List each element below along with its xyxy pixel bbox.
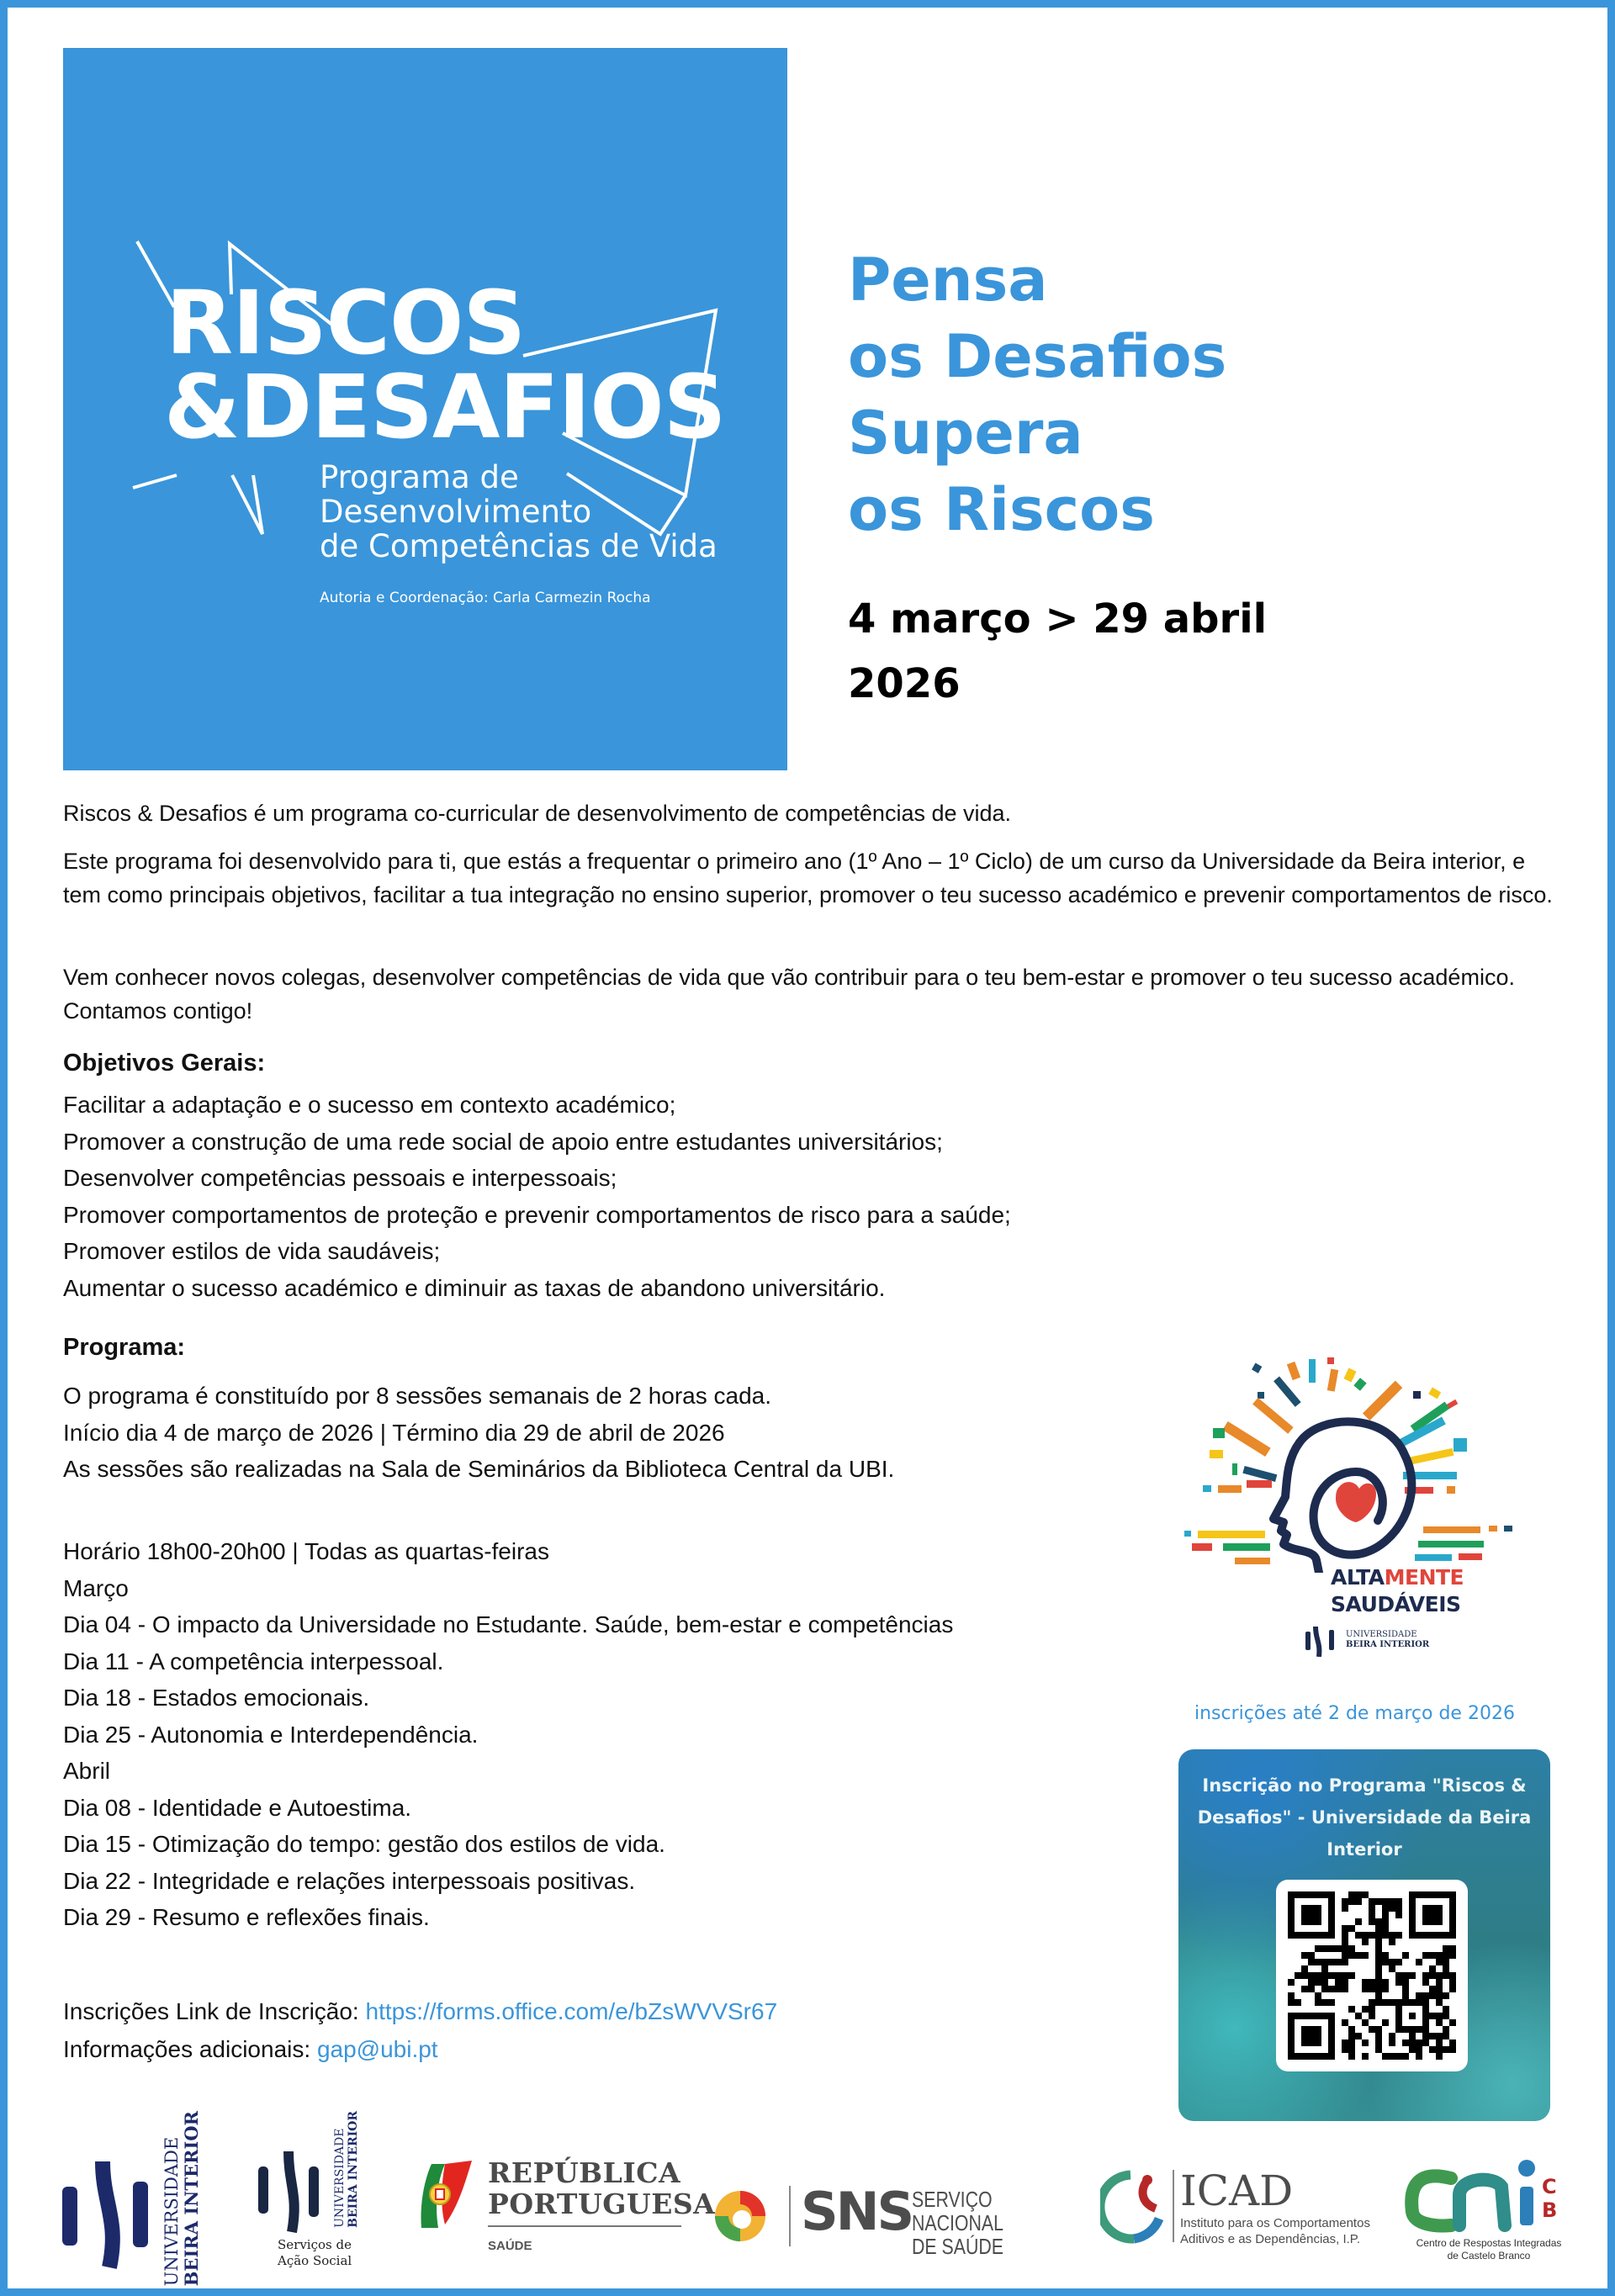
registration-deadline: inscrições até 2 de março de 2026: [1194, 1703, 1515, 1724]
qr-module: [1355, 1918, 1362, 1925]
qr-module: [1295, 1972, 1301, 1979]
qr-module: [1422, 1992, 1429, 1999]
logo-ubi-servicos-acao-social: [252, 2111, 387, 2279]
qr-module: [1328, 1945, 1335, 1952]
hero-author: Autoria e Coordenação: Carla Carmezin Rocha: [320, 590, 651, 606]
qr-module: [1315, 1979, 1321, 1986]
qr-module: [1443, 1965, 1449, 1972]
slogan-line: Pensa: [848, 246, 1048, 315]
session-item: Dia 29 - Resumo e reflexões finais.: [63, 1904, 430, 1930]
altamente-saudaveis-logo: [1169, 1354, 1522, 1674]
qr-module: [1449, 1986, 1456, 1992]
qr-module: [1355, 1898, 1362, 1905]
qr-module: [1369, 2006, 1375, 2013]
qr-module: [1321, 1959, 1328, 1965]
qr-module: [1301, 2026, 1321, 2046]
qr-module: [1382, 1932, 1389, 1939]
qr-module: [1449, 1952, 1456, 1959]
qr-module: [1342, 1986, 1348, 1992]
dates-year: 2026: [848, 660, 961, 707]
qr-module: [1375, 2033, 1382, 2039]
qr-module: [1422, 1979, 1429, 1986]
qr-module: [1342, 1959, 1348, 1965]
qr-module: [1422, 2033, 1429, 2039]
qr-module: [1443, 1952, 1449, 1959]
qr-module: [1443, 2033, 1449, 2039]
qr-module: [1409, 2013, 1416, 2019]
qr-module: [1395, 1932, 1402, 1939]
qr-module: [1355, 2013, 1362, 2019]
qr-module: [1395, 1905, 1402, 1912]
objectives-heading: Objetivos Gerais:: [63, 1050, 266, 1077]
session-item: Dia 08 - Identidade e Autoestima.: [63, 1794, 412, 1821]
icad-fullname: Instituto para os Comportamentos Aditivos e as Dependências, I.P.: [1180, 2216, 1370, 2246]
ubi-sas-wordmark: UNIVERSIDADE BEIRA INTERIOR: [333, 2111, 360, 2228]
qr-module: [1416, 2046, 1422, 2053]
program-info-line: Início dia 4 de março de 2026 | Término dia 29 de abril de 2026: [63, 1419, 725, 1446]
qr-module: [1295, 1999, 1301, 2006]
qr-module: [1429, 1972, 1436, 1979]
icad-abbr: ICAD: [1180, 2166, 1294, 2215]
dates-range: 4 março > 29 abril: [848, 595, 1268, 643]
qr-module: [1422, 1905, 1443, 1925]
qr-module: [1355, 1952, 1362, 1959]
qr-module: [1422, 1952, 1429, 1959]
qr-module: [1375, 1898, 1382, 1905]
qr-module: [1315, 1945, 1321, 1952]
logo-cri-castelo-branco: [1401, 2153, 1577, 2271]
qr-module: [1335, 1959, 1342, 1965]
qr-module: [1348, 2006, 1355, 2013]
qr-module: [1382, 1986, 1389, 1992]
slogan-line: os Desafios: [848, 322, 1227, 391]
registration-row: [63, 1992, 777, 2030]
objective-item: Facilitar a adaptação e o sucesso em contexto académico;: [63, 1092, 676, 1118]
logo-sns: [707, 2181, 1085, 2259]
qr-module: [1315, 1972, 1321, 1979]
portugal-flag-emblem-icon: [416, 2157, 475, 2233]
qr-module: [1389, 1932, 1395, 1939]
qr-module: [1429, 2033, 1436, 2039]
qr-module: [1342, 1945, 1348, 1952]
qr-module: [1342, 1932, 1348, 1939]
qr-module: [1362, 1932, 1369, 1939]
qr-module: [1382, 1918, 1389, 1925]
qr-module: [1402, 1972, 1409, 1979]
qr-module: [1335, 1972, 1342, 1979]
qr-module: [1321, 1979, 1328, 1986]
qr-module: [1443, 1959, 1449, 1965]
word-alta: ALTA: [1331, 1565, 1385, 1590]
qr-module: [1348, 1972, 1355, 1979]
qr-module: [1449, 2046, 1456, 2053]
qr-module: [1389, 1999, 1395, 2006]
schedule-header: Horário 18h00-20h00 | Todas as quartas-feiras: [63, 1538, 549, 1564]
qr-module: [1402, 1992, 1409, 1999]
qr-module: [1369, 1999, 1375, 2006]
qr-module: [1382, 1959, 1389, 1965]
month-label: Março: [63, 1574, 129, 1601]
qr-module: [1362, 1891, 1369, 1898]
qr-module: [1436, 2053, 1443, 2060]
qr-module: [1328, 1986, 1335, 1992]
logo-icad: [1100, 2166, 1378, 2254]
hero-subtitle-line: Programa de: [320, 459, 519, 495]
hero-subtitle: [320, 460, 717, 563]
qr-module: [1288, 1999, 1295, 2006]
qr-module: [1402, 2039, 1409, 2046]
qr-module: [1382, 1912, 1389, 1918]
program-heading: Programa:: [63, 1334, 186, 1361]
qr-module: [1402, 1952, 1409, 1959]
qr-module: [1443, 1945, 1449, 1952]
qr-module: [1443, 1972, 1449, 1979]
qr-module: [1375, 1925, 1382, 1932]
cri-suffix: C B: [1542, 2175, 1558, 2222]
logo-ubi: [59, 2103, 227, 2287]
qr-module: [1362, 1939, 1369, 1945]
contact-links: [63, 1992, 777, 2068]
slogan-line: os Riscos: [848, 475, 1155, 544]
qr-module: [1375, 1918, 1382, 1925]
qr-module: [1436, 2039, 1443, 2046]
session-item: Dia 22 - Integridade e relações interpessoais positivas.: [63, 1867, 636, 1894]
qr-module: [1362, 2039, 1369, 2046]
qr-module: [1375, 2026, 1382, 2033]
session-item: Dia 25 - Autonomia e Interdependência.: [63, 1721, 479, 1748]
qr-module: [1429, 1986, 1436, 1992]
qr-module: [1389, 1965, 1395, 1972]
sns-fullname: SERVIÇO NACIONAL DE SAÚDE: [912, 2187, 1003, 2259]
qr-module: [1382, 2019, 1389, 2026]
qr-module: [1369, 1979, 1375, 1986]
qr-module: [1429, 1952, 1436, 1959]
qr-module: [1369, 1932, 1375, 1939]
qr-module: [1348, 2053, 1355, 2060]
hero-title-riscos: RISCOS: [166, 272, 526, 374]
hero-subtitle-line: Desenvolvimento: [320, 494, 592, 530]
qr-module: [1342, 1979, 1348, 1986]
qr-module: [1389, 1905, 1395, 1912]
qr-module: [1321, 1965, 1328, 1972]
objectives-list: [63, 1087, 1157, 1306]
cri-caption: Centro de Respostas Integradas de Castelo Branco: [1416, 2237, 1562, 2262]
qr-module: [1342, 1972, 1348, 1979]
session-item: Dia 15 - Otimização do tempo: gestão dos estilos de vida.: [63, 1831, 665, 1857]
qr-module: [1362, 2019, 1369, 2026]
qr-module: [1342, 2019, 1348, 2026]
program-info: [63, 1378, 1157, 1488]
qr-module: [1429, 2013, 1436, 2019]
qr-module: [1416, 1959, 1422, 1965]
qr-module: [1402, 1986, 1409, 1992]
ubi-mini-logo: [1304, 1623, 1429, 1657]
registration-label: Inscrições Link de Inscrição:: [63, 1998, 366, 2024]
divider: [1173, 2170, 1174, 2242]
qr-module: [1375, 1986, 1382, 1992]
ubi-sas-caption: Serviços de Ação Social: [278, 2237, 352, 2268]
qr-module: [1308, 1972, 1315, 1979]
qr-module: [1389, 2033, 1395, 2039]
qr-module: [1301, 1905, 1321, 1925]
head-heart-icon: [1169, 1354, 1522, 1573]
qr-module: [1369, 1905, 1375, 1912]
qr-module: [1321, 1972, 1328, 1979]
qr-module: [1449, 1945, 1456, 1952]
qr-module: [1362, 1986, 1369, 1992]
ubi-mini-line1: UNIVERSIDADE: [1346, 1630, 1417, 1639]
ubi-mark-icon: [257, 2151, 332, 2235]
qr-module: [1335, 1979, 1342, 1986]
divider: [789, 2186, 791, 2246]
qr-module: [1443, 2046, 1449, 2053]
hero-banner: [63, 48, 787, 770]
qr-module: [1443, 2013, 1449, 2019]
qr-module: [1369, 2026, 1375, 2033]
qr-module: [1301, 1965, 1308, 1972]
program-info-line: O programa é constituído por 8 sessões semanais de 2 horas cada.: [63, 1383, 772, 1409]
qr-module: [1342, 2046, 1348, 2053]
intro-paragraph: Vem conhecer novos colegas, desenvolver competências de vida que vão contribuir para o teu bem-estar e promover o teu sucesso académico. Contamos contigo!: [63, 965, 1515, 1024]
qr-module: [1449, 1979, 1456, 1986]
qr-module: [1422, 2039, 1429, 2046]
program-dates: [848, 587, 1267, 717]
qr-registration-card[interactable]: [1178, 1749, 1550, 2121]
qr-module: [1402, 1979, 1409, 1986]
icad-mark-icon: [1100, 2170, 1168, 2246]
sns-abbr: SNS: [801, 2181, 913, 2242]
info-label: Informações adicionais:: [63, 2036, 317, 2062]
qr-module: [1382, 1979, 1389, 1986]
qr-module: [1416, 1992, 1422, 1999]
qr-module: [1348, 2046, 1355, 2053]
hero-title-desafios: &DESAFIOS: [164, 356, 726, 458]
qr-module: [1369, 1918, 1375, 1925]
divider: [488, 2225, 681, 2227]
ubi-wordmark: UNIVERSIDADE BEIRA INTERIOR: [162, 2111, 202, 2287]
qr-module: [1369, 1986, 1375, 1992]
month-label: Abril: [63, 1758, 111, 1784]
qr-module: [1348, 2026, 1355, 2033]
objective-item: Promover estilos de vida saudáveis;: [63, 1238, 441, 1264]
republica-sub: SAÚDE: [488, 2239, 532, 2253]
logo-republica-portuguesa: [412, 2153, 716, 2262]
qr-module: [1315, 1959, 1321, 1965]
qr-module: [1402, 2053, 1409, 2060]
qr-module: [1375, 1992, 1382, 1999]
qr-module: [1436, 2046, 1443, 2053]
qr-module: [1436, 1979, 1443, 1986]
qr-module: [1355, 1891, 1362, 1898]
qr-module: [1375, 1959, 1382, 1965]
word-saudaveis: SAUDÁVEIS: [1331, 1592, 1461, 1616]
qr-module: [1348, 1898, 1355, 1905]
qr-module: [1375, 1939, 1382, 1945]
slogan: [848, 242, 1226, 548]
qr-module: [1328, 1972, 1335, 1979]
qr-module: [1395, 1912, 1402, 1918]
qr-module: [1362, 2006, 1369, 2013]
qr-module: [1288, 1979, 1295, 1986]
qr-code-icon: [1288, 1891, 1456, 2060]
qr-code[interactable]: [1276, 1880, 1468, 2071]
qr-module: [1348, 2033, 1355, 2039]
session-item: Dia 11 - A competência interpessoal.: [63, 1648, 444, 1674]
hero-subtitle-line: de Competências de Vida: [320, 528, 717, 564]
qr-module: [1375, 1972, 1382, 1979]
qr-module: [1375, 2039, 1382, 2046]
qr-module: [1389, 1939, 1395, 1945]
qr-module: [1395, 1959, 1402, 1965]
qr-module: [1382, 1898, 1389, 1905]
qr-module: [1375, 1979, 1382, 1986]
qr-module: [1429, 1992, 1436, 1999]
qr-module: [1369, 1898, 1375, 1905]
objective-item: Aumentar o sucesso académico e diminuir as taxas de abandono universitário.: [63, 1274, 886, 1301]
qr-module: [1348, 1952, 1355, 1959]
qr-module: [1375, 1945, 1382, 1952]
qr-module: [1348, 1925, 1355, 1932]
qr-module: [1301, 1986, 1308, 1992]
qr-module: [1321, 1986, 1328, 1992]
ubi-mini-line2: BEIRA INTERIOR: [1346, 1640, 1430, 1649]
objective-item: Promover comportamentos de proteção e prevenir comportamentos de risco para a saúde;: [63, 1201, 1011, 1228]
session-item: Dia 18 - Estados emocionais.: [63, 1685, 370, 1711]
qr-module: [1375, 1999, 1382, 2006]
qr-module: [1375, 2046, 1382, 2053]
qr-module: [1429, 1965, 1436, 1972]
qr-module: [1308, 1986, 1315, 1992]
ubi-mark-icon: [1304, 1623, 1339, 1657]
qr-module: [1362, 1952, 1369, 1959]
qr-module: [1436, 1992, 1443, 1999]
qr-module: [1375, 1952, 1382, 1959]
qr-module: [1389, 1959, 1395, 1965]
session-item: Dia 04 - O impacto da Universidade no Estudante. Saúde, bem-estar e competências: [63, 1611, 954, 1637]
qr-module: [1443, 2026, 1449, 2033]
altamente-wordmark: [1331, 1564, 1464, 1618]
qr-module: [1308, 1979, 1315, 1986]
schedule: [63, 1533, 1157, 1936]
qr-module: [1436, 2013, 1443, 2019]
qr-module: [1342, 1905, 1348, 1912]
qr-module: [1395, 1898, 1402, 1905]
qr-module: [1389, 2039, 1395, 2046]
qr-module: [1315, 1992, 1321, 1999]
qr-module: [1315, 1999, 1321, 2006]
qr-module: [1328, 1959, 1335, 1965]
info-row: [63, 2030, 777, 2068]
qr-module: [1436, 1972, 1443, 1979]
qr-module: [1382, 1905, 1389, 1912]
qr-module: [1449, 1972, 1456, 1979]
qr-module: [1382, 1952, 1389, 1959]
intro-paragraph: Este programa foi desenvolvido para ti, que estás a frequentar o primeiro ano (1º Ano – 1º Ciclo) de um curso da Universidade da Beira interior, e tem como principais objetivos, facilitar a tua integração no ensino superior, promover o teu sucesso académico e prevenir comportamentos de risco.: [63, 849, 1553, 907]
qr-module: [1328, 1999, 1335, 2006]
qr-module: [1395, 1979, 1402, 1986]
qr-module: [1395, 1972, 1402, 1979]
qr-module: [1348, 1891, 1355, 1898]
qr-module: [1362, 1979, 1369, 1986]
info-email-link[interactable]: gap@ubi.pt: [316, 2036, 438, 2062]
qr-module: [1355, 1932, 1362, 1939]
qr-module: [1355, 2033, 1362, 2039]
color-rays-icon: [1184, 1357, 1512, 1564]
qr-module: [1342, 1952, 1348, 1959]
intro-paragraph: Riscos & Desafios é um programa co-curricular de desenvolvimento de competências de vida.: [63, 801, 1012, 826]
qr-module: [1389, 1898, 1395, 1905]
qr-module: [1321, 1999, 1328, 2006]
qr-module: [1449, 2019, 1456, 2026]
qr-module: [1449, 2039, 1456, 2046]
qr-module: [1389, 2053, 1395, 2060]
word-mente: MENTE: [1384, 1565, 1464, 1590]
qr-module: [1308, 1952, 1315, 1959]
qr-module: [1436, 1959, 1443, 1965]
qr-module: [1436, 1952, 1443, 1959]
qr-module: [1409, 2046, 1416, 2053]
qr-module: [1342, 1939, 1348, 1945]
qr-module: [1335, 1945, 1342, 1952]
sns-swirl-icon: [710, 2182, 777, 2250]
qr-module: [1409, 1972, 1416, 1979]
objective-item: Desenvolver competências pessoais e interpessoais;: [63, 1165, 617, 1191]
qr-module: [1409, 2039, 1416, 2046]
qr-module: [1436, 1986, 1443, 1992]
qr-module: [1362, 2053, 1369, 2060]
ubi-mark-icon: [59, 2161, 160, 2271]
qr-module: [1375, 1932, 1382, 1939]
republica-wordmark: REPÚBLICA PORTUGUESA: [488, 2156, 716, 2220]
registration-link[interactable]: https://forms.office.com/e/bZsWVVSr67: [365, 1998, 778, 2024]
qr-module: [1436, 1999, 1443, 2006]
qr-module: [1416, 2039, 1422, 2046]
qr-module: [1348, 2039, 1355, 2046]
qr-module: [1301, 1952, 1308, 1959]
qr-module: [1348, 1945, 1355, 1952]
qr-module: [1335, 1986, 1342, 1992]
qr-module: [1416, 2053, 1422, 2060]
qr-module: [1375, 1965, 1382, 1972]
qr-module: [1342, 1898, 1348, 1905]
qr-module: [1382, 1999, 1389, 2006]
qr-module: [1409, 2033, 1416, 2039]
qr-module: [1308, 1959, 1315, 1965]
qr-module: [1422, 1972, 1429, 1979]
qr-module: [1369, 2013, 1375, 2019]
qr-module: [1288, 1992, 1295, 1999]
qr-module: [1395, 2053, 1402, 2060]
slogan-line: Supera: [848, 399, 1083, 468]
qr-module: [1382, 2053, 1389, 2060]
objective-item: Promover a construção de uma rede social de apoio entre estudantes universitários;: [63, 1128, 943, 1155]
qr-module: [1436, 2019, 1443, 2026]
qr-module: [1321, 1945, 1328, 1952]
qr-module: [1342, 1925, 1348, 1932]
qr-module: [1369, 1912, 1375, 1918]
qr-module: [1382, 1925, 1389, 1932]
qr-module: [1301, 1972, 1308, 1979]
qr-module: [1443, 1992, 1449, 1999]
qr-module: [1436, 2033, 1443, 2039]
qr-module: [1443, 2006, 1449, 2013]
qr-module: [1342, 2039, 1348, 2046]
program-info-line: As sessões são realizadas na Sala de Seminários da Biblioteca Central da UBI.: [63, 1456, 895, 1482]
qr-module: [1429, 2046, 1436, 2053]
qr-card-title: Inscrição no Programa "Riscos & Desafios" - Universidade da Beira Interior: [1197, 1775, 1532, 1860]
